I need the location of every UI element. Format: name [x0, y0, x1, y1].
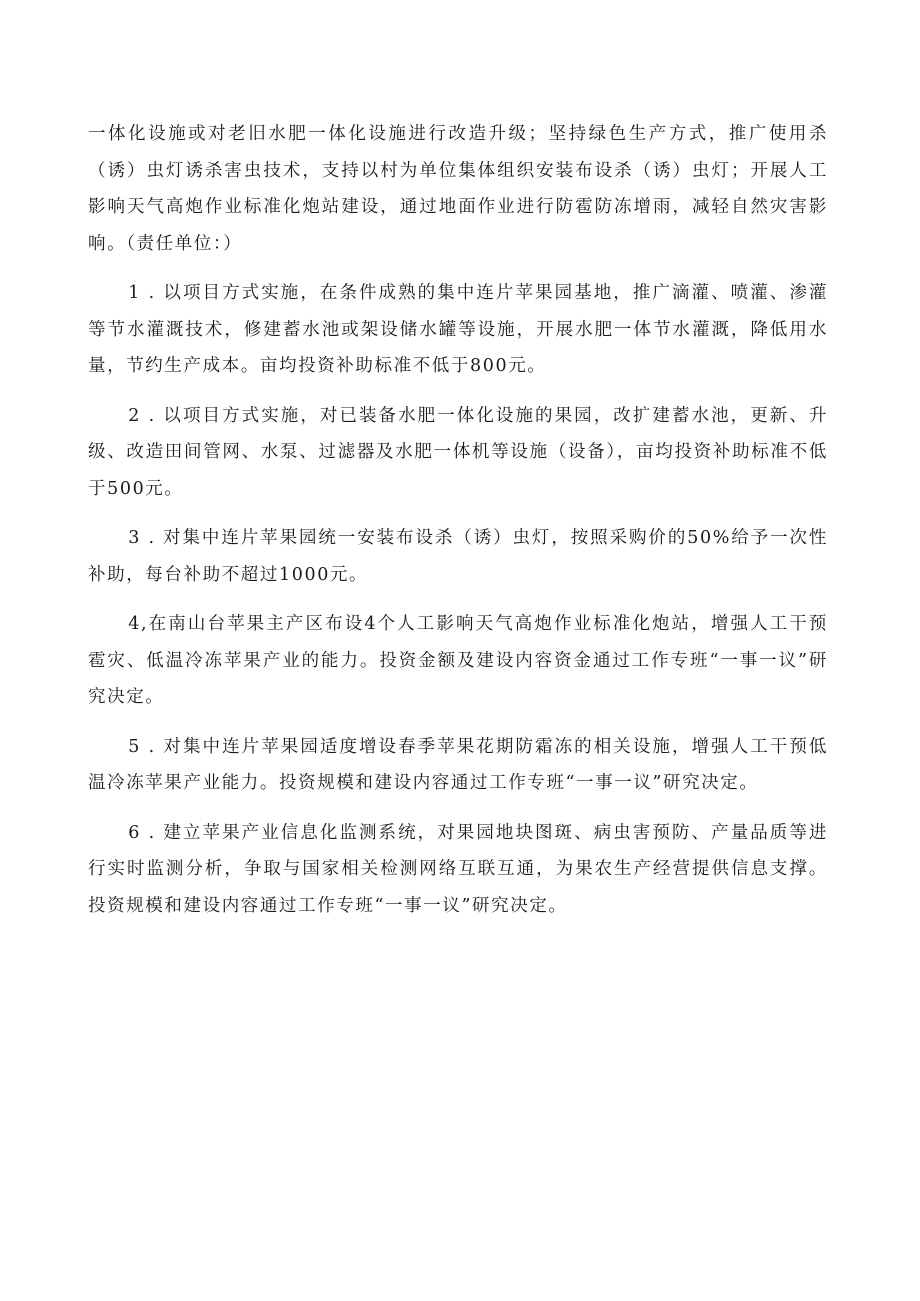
paragraph-item-2: 2 . 以项目方式实施，对已装备水肥一体化设施的果园，改扩建蓄水池，更新、升级、改造田间管网、水泵、过滤器及水肥一体机等设施（设备），亩均投资补助标准不低于500元。: [88, 405, 828, 499]
paragraph-item-1: 1 . 以项目方式实施，在条件成熟的集中连片苹果园基地，推广滴灌、喷灌、渗灌等节水灌溉技术，修建蓄水池或架设储水罐等设施，开展水肥一体节水灌溉，降低用水量，节约生产成本。亩均投资补助标准不低于800元。: [88, 283, 828, 376]
paragraph-item-3: 3 . 对集中连片苹果园统一安装布设杀（诱）虫灯，按照采购价的50%给予一次性补助，每台补助不超过1000元。: [88, 528, 828, 585]
paragraph-item-4: 4,在南山台苹果主产区布设4个人工影响天气高炮作业标准化炮站，增强人工干预雹灾、低温冷冻苹果产业的能力。投资金额及建设内容资金通过工作专班“一事一议”研究决定。: [88, 614, 828, 707]
document-body: [88, 116, 828, 937]
paragraph-item-6: 6 . 建立苹果产业信息化监测系统，对果园地块图斑、病虫害预防、产量品质等进行实时监测分析，争取与国家相关检测网络互联互通，为果农生产经营提供信息支撑。投资规模和建设内容通过工作专班“一事一议”研究决定。: [88, 822, 828, 916]
paragraph-item-5: 5 . 对集中连片苹果园适度增设春季苹果花期防霜冻的相关设施，增强人工干预低温冷冻苹果产业能力。投资规模和建设内容通过工作专班“一事一议”研究决定。: [88, 736, 828, 793]
paragraph-continuation: 一体化设施或对老旧水肥一体化设施进行改造升级；坚持绿色生产方式，推广使用杀（诱）虫灯诱杀害虫技术，支持以村为单位集体组织安装布设杀（诱）虫灯；开展人工影响天气高炮作业标准化炮站建设，通过地面作业进行防雹防冻增雨，减轻自然灾害影响。（责任单位：）: [88, 124, 828, 254]
